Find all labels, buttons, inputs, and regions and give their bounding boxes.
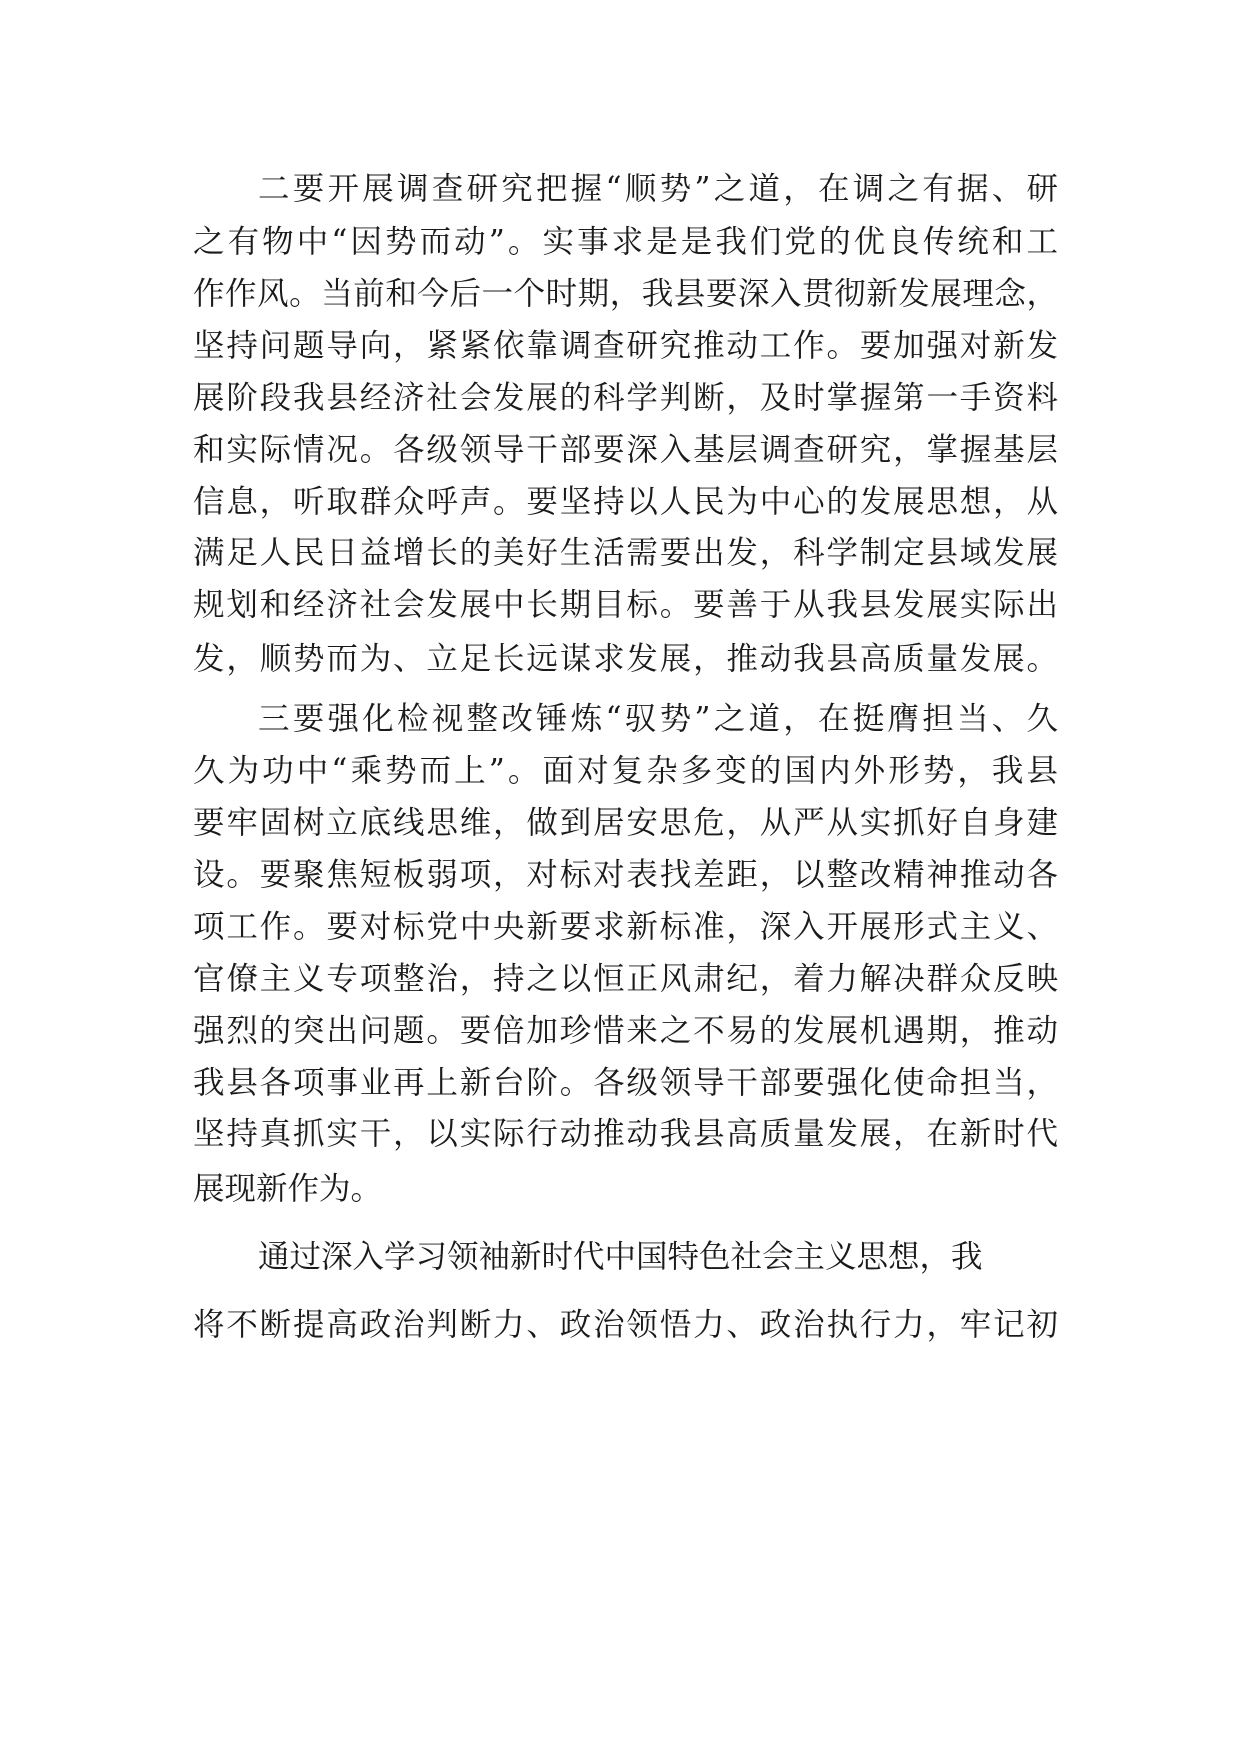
paragraph-3-line-2: 久为功中“乘势而上”。面对复杂多变的国内外形势，我县 — [193, 753, 1058, 789]
paragraph-3-line-9: 坚持真抓实干，以实际行动推动我县高质量发展，在新时代 — [193, 1116, 1058, 1152]
paragraph-3-line-6: 官僚主义专项整治，持之以恒正风肃纪，着力解决群众反映 — [193, 961, 1058, 997]
paragraph-2-line-2: 之有物中“因势而动”。实事求是是我们党的优良传统和工 — [193, 224, 1058, 260]
paragraph-2-line-8: 满足人民日益增长的美好生活需要出发，科学制定县域发展 — [193, 535, 1058, 571]
paragraph-3-line-8: 我县各项事业再上新台阶。各级领导干部要强化使命担当， — [193, 1065, 1058, 1101]
paragraph-3-line-5: 项工作。要对标党中央新要求新标准，深入开展形式主义、 — [193, 909, 1058, 945]
paragraph-2-line-3: 作作风。当前和今后一个时期，我县要深入贯彻新发展理念， — [193, 276, 1058, 312]
paragraph-3-line-3: 要牢固树立底线思维，做到居安思危，从严从实抓好自身建 — [193, 805, 1058, 841]
paragraph-3-line-1: 三要强化检视整改锤炼“驭势”之道，在挺膺担当、久 — [258, 701, 1058, 737]
paragraph-2-line-5: 展阶段我县经济社会发展的科学判断，及时掌握第一手资料 — [193, 380, 1058, 416]
paragraph-3-line-7: 强烈的突出问题。要倍加珍惜来之不易的发展机遇期，推动 — [193, 1013, 1058, 1049]
paragraph-3-line-4: 设。要聚焦短板弱项，对标对表找差距，以整改精神推动各 — [193, 857, 1058, 893]
paragraph-2-line-1: 二要开展调查研究把握“顺势”之道，在调之有据、研 — [258, 171, 1058, 207]
paragraph-2-line-6: 和实际情况。各级领导干部要深入基层调查研究，掌握基层 — [193, 432, 1058, 468]
paragraph-3-line-10: 展现新作为。 — [193, 1171, 383, 1207]
paragraph-2-line-10: 发，顺势而为、立足长远谋求发展，推动我县高质量发展。 — [193, 641, 1058, 677]
paragraph-4-line-1: 通过深入学习领袖新时代中国特色社会主义思想，我 — [258, 1239, 983, 1275]
paragraph-2-line-7: 信息，听取群众呼声。要坚持以人民为中心的发展思想，从 — [193, 484, 1058, 520]
paragraph-2-line-4: 坚持问题导向，紧紧依靠调查研究推动工作。要加强对新发 — [193, 328, 1058, 364]
paragraph-4-line-2: 将不断提高政治判断力、政治领悟力、政治执行力，牢记初 — [193, 1307, 1058, 1343]
paragraph-2-line-9: 规划和经济社会发展中长期目标。要善于从我县发展实际出 — [193, 587, 1058, 623]
